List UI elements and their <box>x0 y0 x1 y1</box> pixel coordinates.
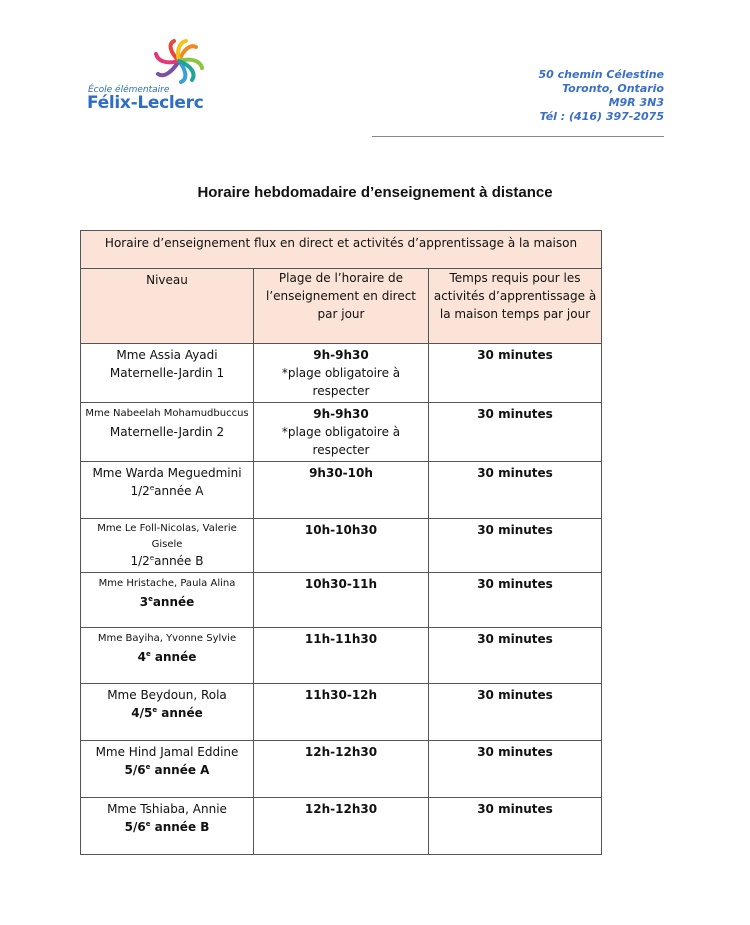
required-time: 30 minutes <box>429 519 602 573</box>
table-row <box>81 403 602 462</box>
document-title: Horaire hebdomadaire d’enseignement à distance <box>197 184 553 201</box>
live-time: 12h-12h30 <box>254 798 429 855</box>
table-row <box>81 462 602 519</box>
teacher-name: Mme Warda Meguedmini <box>92 466 242 480</box>
header-level: Niveau <box>81 269 254 344</box>
mandatory-note: *plage obligatoire à respecter <box>281 425 401 457</box>
live-time: 9h-9h30 <box>313 348 369 362</box>
required-time: 30 minutes <box>429 403 602 462</box>
teacher-name: Mme Nabeelah Mohamudbuccus <box>85 408 249 419</box>
required-time: 30 minutes <box>429 573 602 628</box>
class-level: Maternelle-Jardin 2 <box>109 425 225 439</box>
school-address <box>539 68 664 124</box>
table-row <box>81 344 602 403</box>
required-time: 30 minutes <box>429 684 602 741</box>
schedule-table <box>80 230 602 855</box>
school-name: Félix-Leclerc <box>87 93 204 113</box>
class-level: 1/2eannée A <box>130 484 204 498</box>
address-postal-code: M9R 3N3 <box>608 96 664 109</box>
live-time: 11h-11h30 <box>254 628 429 684</box>
address-phone: Tél : (416) 397-2075 <box>539 110 664 123</box>
class-level: 4/5e année <box>131 706 203 720</box>
class-level: 4e année <box>137 650 197 664</box>
required-time: 30 minutes <box>429 628 602 684</box>
table-row <box>81 684 602 741</box>
school-logo <box>88 38 228 118</box>
mandatory-note: *plage obligatoire à respecter <box>281 366 401 398</box>
header-required-time: Temps requis pour les activités d’apprentissage à la maison temps par jour <box>429 269 602 344</box>
class-level: 5/6e année B <box>124 820 210 834</box>
required-time: 30 minutes <box>429 798 602 855</box>
class-level: 1/2eannée B <box>130 554 204 568</box>
table-caption-row <box>81 231 602 269</box>
teacher-name: Mme Hristache, Paula Alina <box>98 578 236 589</box>
table-row <box>81 628 602 684</box>
live-time: 12h-12h30 <box>254 741 429 798</box>
class-level: 3eannée <box>139 595 195 609</box>
address-line-2: Toronto, Ontario <box>562 82 664 95</box>
required-time: 30 minutes <box>429 741 602 798</box>
school-subtitle: École élémentaire <box>88 85 170 95</box>
table-row <box>81 741 602 798</box>
required-time: 30 minutes <box>429 344 602 403</box>
table-caption: Horaire d’enseignement flux en direct et activités d’apprentissage à la maison <box>81 231 602 269</box>
live-time: 10h-10h30 <box>254 519 429 573</box>
live-time: 11h30-12h <box>254 684 429 741</box>
teacher-name: Mme Assia Ayadi <box>116 348 218 362</box>
flower-logo-icon <box>150 38 208 84</box>
class-level: 5/6e année A <box>124 763 210 777</box>
header-divider <box>372 136 664 137</box>
table-row <box>81 798 602 855</box>
table-row <box>81 519 602 573</box>
required-time: 30 minutes <box>429 462 602 519</box>
teacher-name: Mme Hind Jamal Eddine <box>95 745 239 759</box>
table-header-row <box>81 269 602 344</box>
live-time: 10h30-11h <box>254 573 429 628</box>
teacher-name: Mme Tshiaba, Annie <box>107 802 227 816</box>
address-line-1: 50 chemin Célestine <box>538 68 664 81</box>
teacher-name: Mme Le Foll-Nicolas, Valerie Gisele <box>97 523 237 550</box>
class-level: Maternelle-Jardin 1 <box>109 366 225 380</box>
teacher-name: Mme Bayiha, Yvonne Sylvie <box>97 633 237 644</box>
header-live-time: Plage de l’horaire de l’enseignement en direct par jour <box>254 269 429 344</box>
table-row <box>81 573 602 628</box>
live-time: 9h30-10h <box>254 462 429 519</box>
teacher-name: Mme Beydoun, Rola <box>107 688 227 702</box>
live-time: 9h-9h30 <box>313 407 369 421</box>
